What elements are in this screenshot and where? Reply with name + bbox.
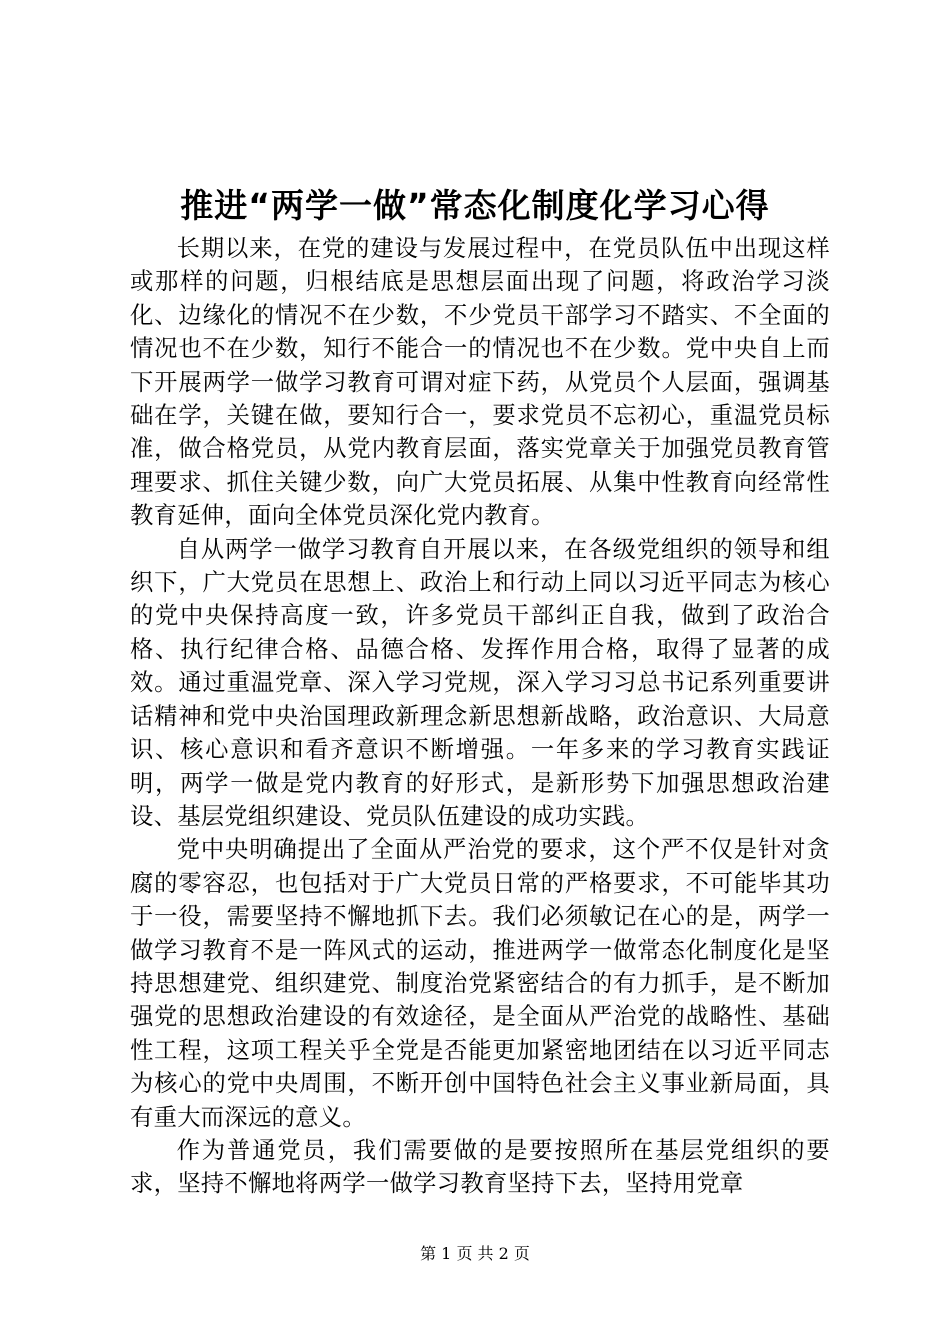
document-title: 推进“两学一做”常态化制度化学习心得: [180, 186, 770, 225]
page-number-footer: 第 1 页 共 2 页: [420, 1244, 530, 1263]
paragraph-4: 作为普通党员，我们需要做的是要按照所在基层党组织的要求，坚持不懈地将两学一做学习教育坚持下去，坚持用党章: [130, 1136, 830, 1198]
paragraph-1: 长期以来，在党的建设与发展过程中，在党员队伍中出现这样或那样的问题，归根结底是思想层面出现了问题，将政治学习淡化、边缘化的情况不在少数，不少党员干部学习不踏实、不全面的情况也不在少数，知行不能合一的情况也不在少数。党中央自上而下开展两学一做学习教育可谓对症下药，从党员个人层面，强调基础在学，关键在做，要知行合一，要求党员不忘初心，重温党员标准，做合格党员，从党内教育层面，落实党章关于加强党员教育管理要求、抓住关键少数，向广大党员拓展、从集中性教育向经常性教育延伸，面向全体党员深化党内教育。: [130, 235, 830, 530]
paragraph-3: 党中央明确提出了全面从严治党的要求，这个严不仅是针对贪腐的零容忍，也包括对于广大党员日常的严格要求，不可能毕其功于一役，需要坚持不懈地抓下去。我们必须敏记在心的是，两学一做学习教育不是一阵风式的运动，推进两学一做常态化制度化是坚持思想建党、组织建党、制度治党紧密结合的有力抓手，是不断加强党的思想政治建设的有效途径，是全面从严治党的战略性、基础性工程，这项工程关乎全党是否能更加紧密地团结在以习近平同志为核心的党中央周围，不断开创中国特色社会主义事业新局面，具有重大而深远的意义。: [130, 836, 830, 1131]
paragraph-2: 自从两学一做学习教育自开展以来，在各级党组织的领导和组织下，广大党员在思想上、政治上和行动上同以习近平同志为核心的党中央保持高度一致，许多党员干部纠正自我，做到了政治合格、执行纪律合格、品德合格、发挥作用合格，取得了显著的成效。通过重温党章、深入学习党规，深入学习习总书记系列重要讲话精神和党中央治国理政新理念新思想新战略，政治意识、大局意识、核心意识和看齐意识不断增强。一年多来的学习教育实践证明，两学一做是党内教育的好形式，是新形势下加强思想政治建设、基层党组织建设、党员队伍建设的成功实践。: [130, 535, 830, 830]
document-body: [130, 232, 830, 1201]
